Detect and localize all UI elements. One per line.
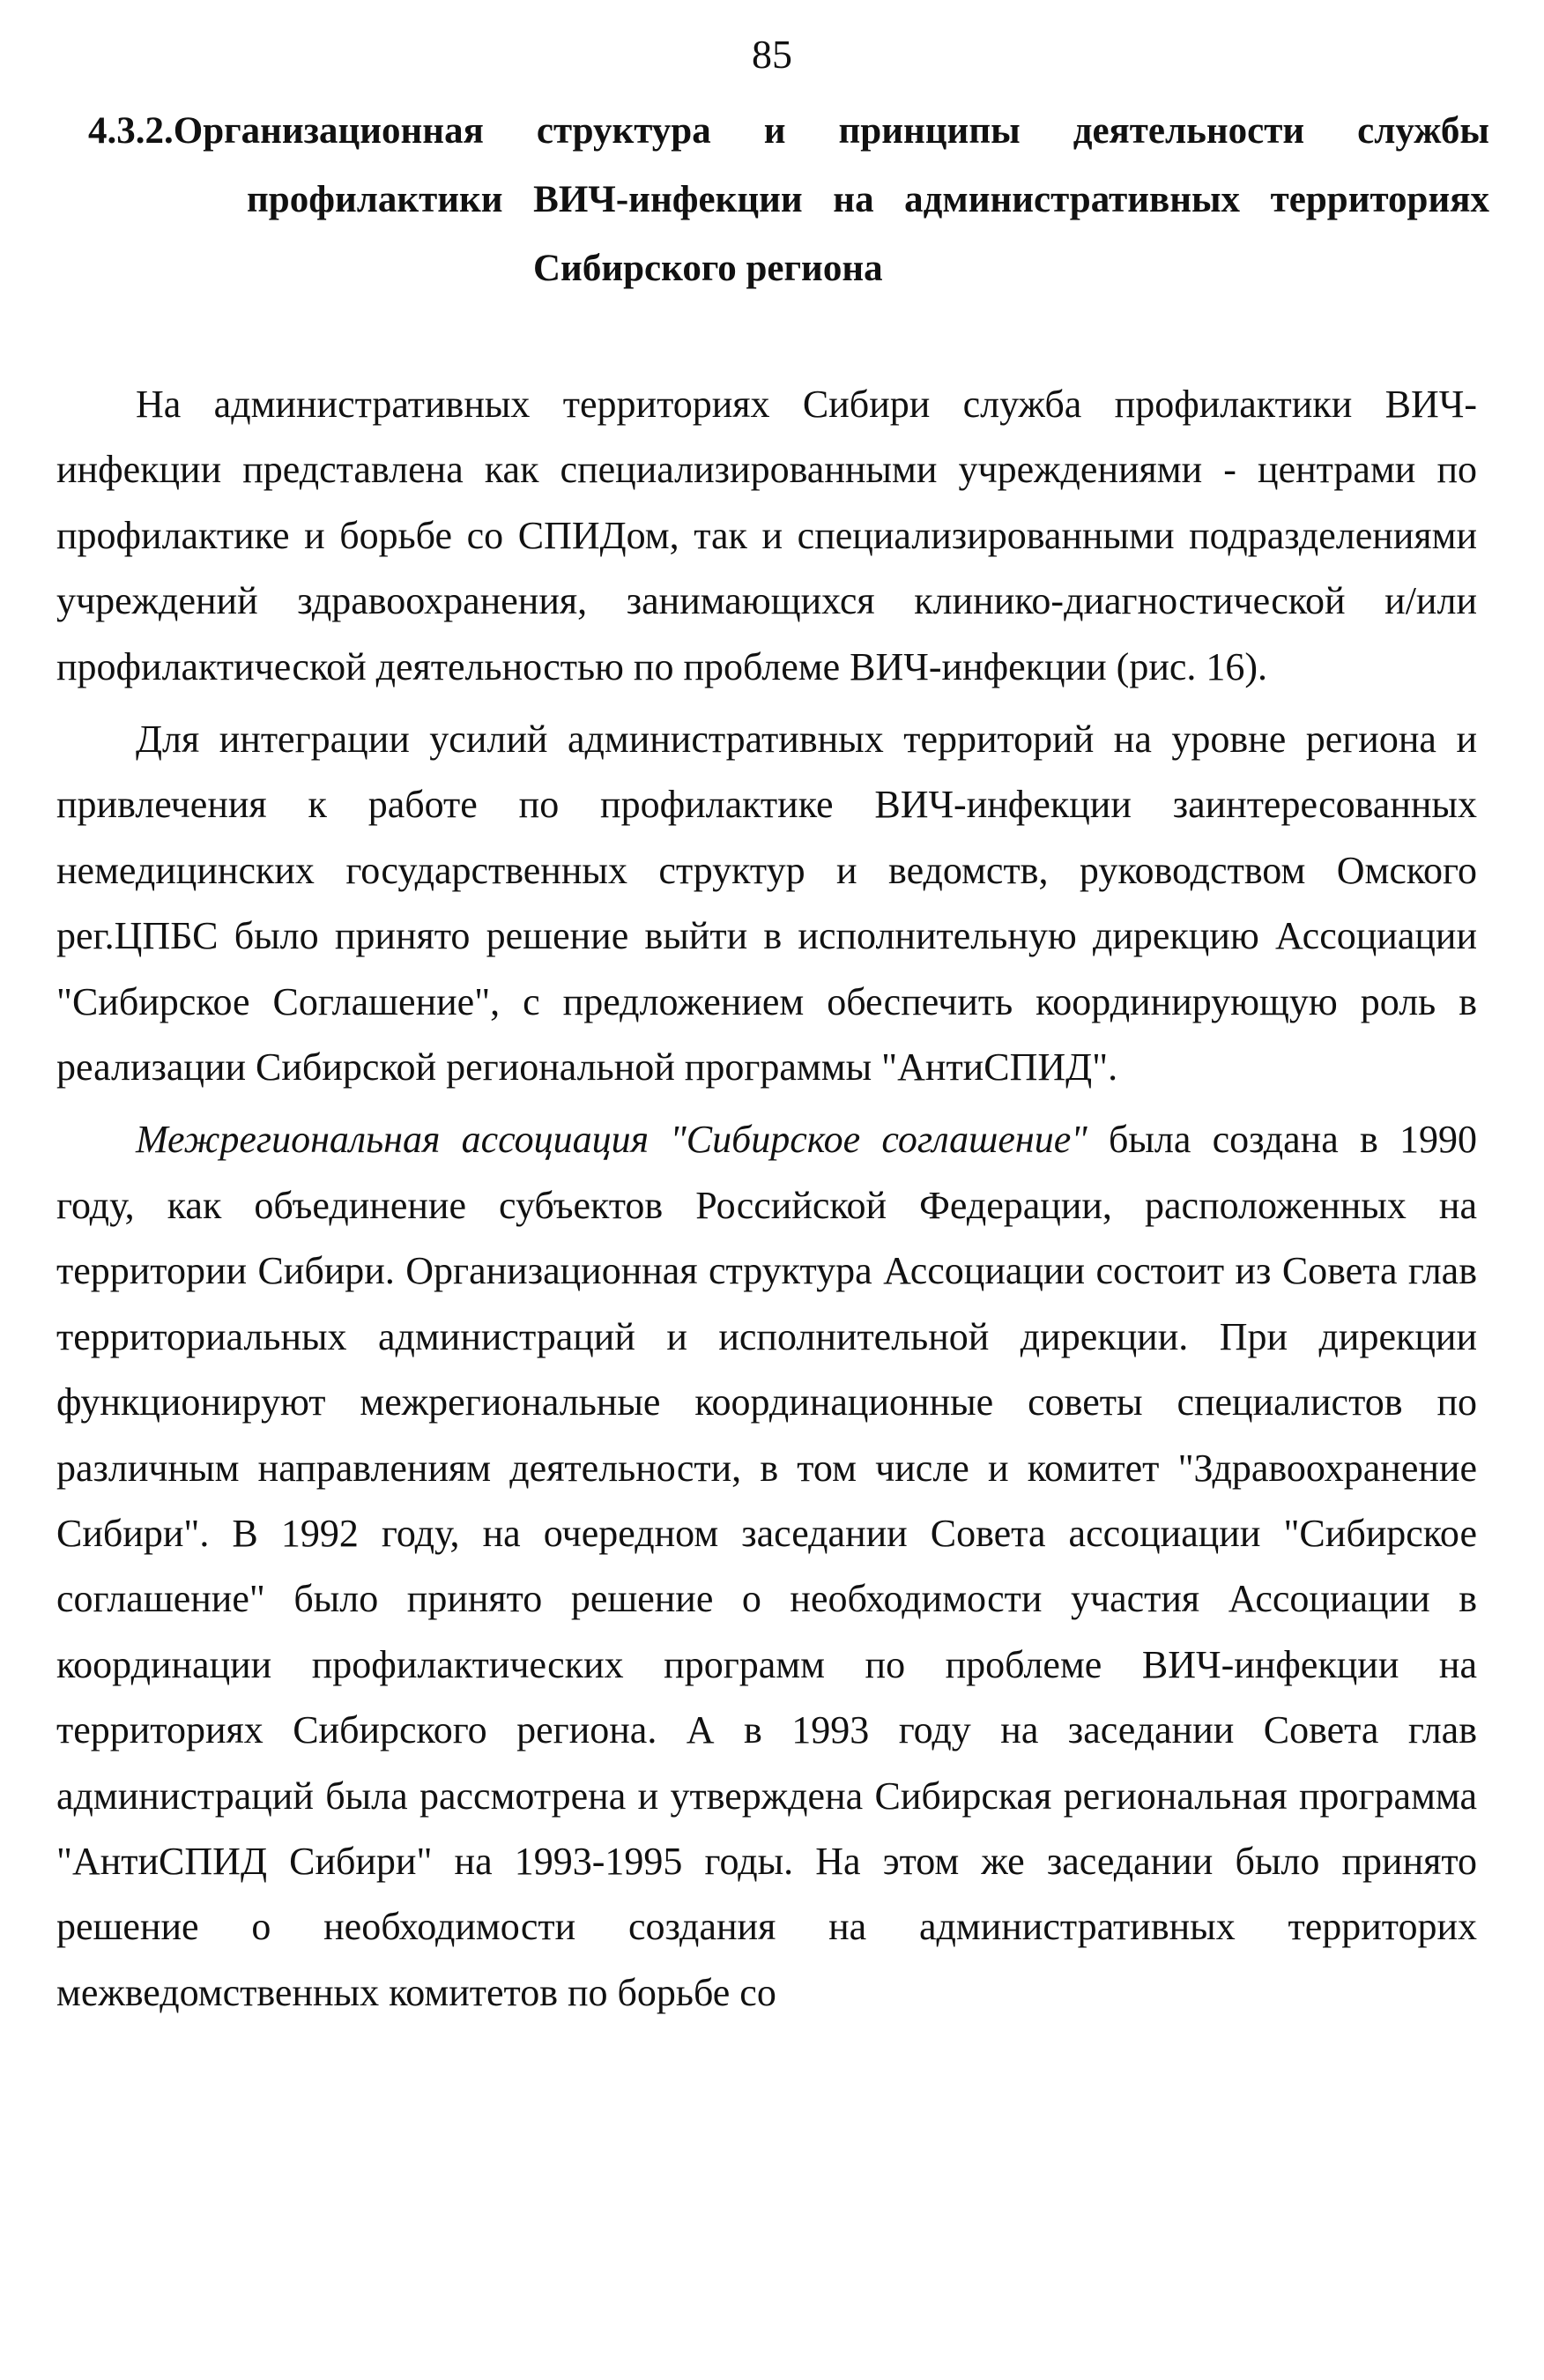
section-heading <box>88 97 1489 303</box>
paragraph-3-text: была создана в 1990 году, как объединение субъектов Российской Федерации, расположенных на территории Сибири. Организационная структура Ассоциации состоит из Совета глав территориальных администраций и исполнительной дирекции. При дирекции функционируют межрегиональные координационные советы специалистов по различным направлениям деятельности, в том числе и комитет "Здравоохранение Сибири". В 1992 году, на очередном заседании Совета ассоциации "Сибирское соглашение" было принято решение о необходимости участия Ассоциации в координации профилактических программ по проблеме ВИЧ-инфекции на территориях Сибирского региона. А в 1993 году на заседании Совета глав администраций была рассмотрена и утверждена Сибирская региональная программа "АнтиСПИД Сибири" на 1993-1995 годы. На этом же заседании было принято решение о необходимости создания на административных территорих межведомственных комитетов по борьбе со <box>56 1118 1477 2014</box>
section-heading-line-2: профилактики ВИЧ-инфекции на административных территориях <box>247 179 1489 220</box>
paragraph-2: Для интеграции усилий административных территорий на уровне региона и привлечения к работе по профилактике ВИЧ-инфекции заинтересованных немедицинских государственных структур и ведомств, руководством Омского рег.ЦПБС было принято решение выйти в исполнительную дирекцию Ассоциации "Сибирское Соглашение", с предложением обеспечить координирующую роль в реализации Сибирской региональной программы "АнтиСПИД". <box>56 718 1477 1090</box>
body-text <box>56 372 1477 2026</box>
paragraph-3-italic-lead: Межрегиональная ассоциация "Сибирское соглашение" <box>136 1118 1087 1162</box>
page-number: 85 <box>752 32 792 77</box>
section-heading-line-1: 4.3.2.Организационная структура и принципы деятельности службы <box>88 110 1489 152</box>
paragraph-1: На административных территориях Сибири служба профилактики ВИЧ-инфекции представлена как специализированными учреждениями - центрами по профилактике и борьбе со СПИДом, так и специализированными подразделениями учреждений здравоохранения, занимающихся клинико-диагностической и/или профилактической деятельностью по проблеме ВИЧ-инфекции (рис. 16). <box>56 383 1477 688</box>
section-heading-line-3: Сибирского региона <box>533 248 883 289</box>
paragraph-3 <box>56 1107 1477 2026</box>
